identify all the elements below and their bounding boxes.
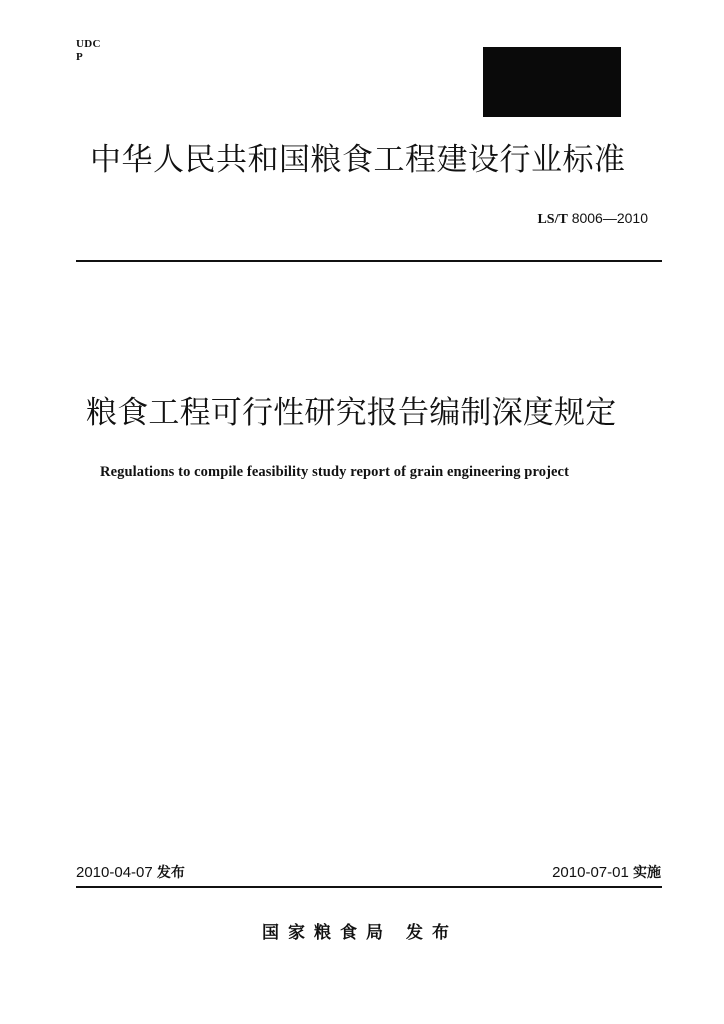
standard-code-number: 8006—2010 bbox=[571, 210, 648, 226]
top-divider bbox=[76, 260, 662, 262]
publisher-action: 发布 bbox=[406, 923, 458, 943]
effective-label: 实施 bbox=[633, 865, 661, 881]
issued-date-line bbox=[76, 864, 185, 882]
document-title-cn: 粮食工程可行性研究报告编制深度规定 bbox=[86, 395, 617, 431]
publisher-name: 国家粮食局 bbox=[262, 923, 392, 943]
effective-date: 2010-07-01 bbox=[552, 864, 629, 881]
classification-block bbox=[76, 38, 101, 64]
document-title-en: Regulations to compile feasibility study report of grain engineering project bbox=[100, 464, 570, 480]
udc-label: UDC bbox=[76, 38, 101, 50]
category-label: P bbox=[76, 51, 84, 63]
publisher-line bbox=[262, 922, 458, 944]
issued-label: 发布 bbox=[156, 865, 185, 881]
effective-date-line bbox=[552, 864, 661, 882]
redaction-block bbox=[483, 47, 621, 117]
standard-series-title: 中华人民共和国粮食工程建设行业标准 bbox=[90, 142, 626, 178]
standard-code-prefix: LS/T bbox=[537, 212, 568, 227]
issued-date: 2010-04-07 bbox=[76, 864, 153, 881]
standard-code bbox=[537, 210, 648, 228]
bottom-divider bbox=[76, 886, 662, 888]
